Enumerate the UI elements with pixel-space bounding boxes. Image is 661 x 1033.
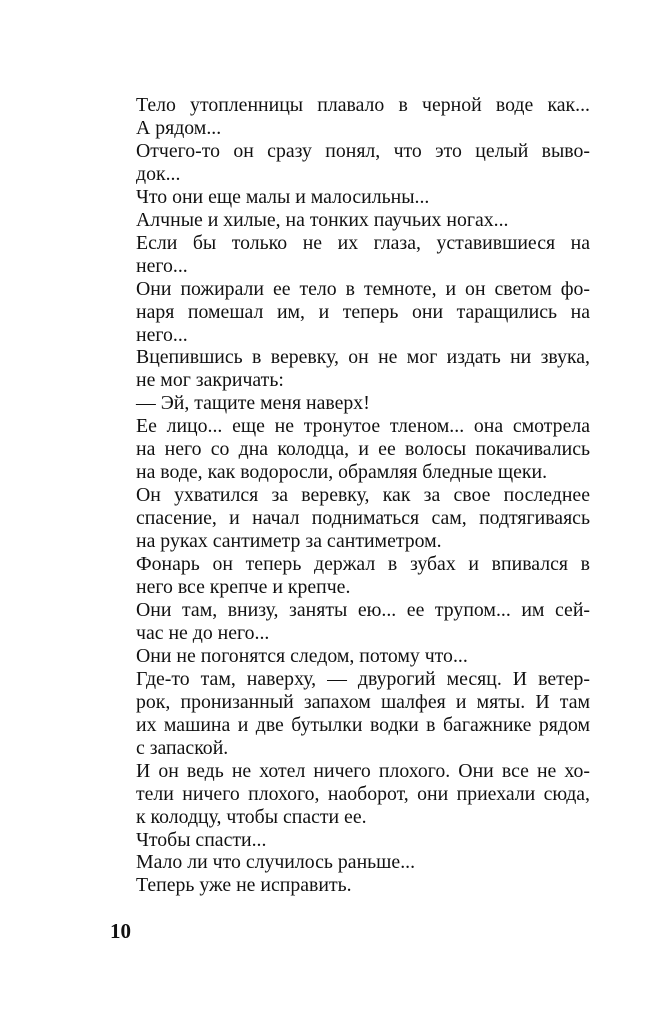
paragraph <box>112 760 590 829</box>
text-line: к колодцу, чтобы спасти ее. <box>136 805 367 828</box>
text-line: Фонарь он теперь держал в зубах и впивался в <box>136 553 590 576</box>
paragraph <box>112 186 590 209</box>
paragraph <box>112 668 590 760</box>
text-line: наря помешал им, и теперь они таращились на <box>136 300 590 323</box>
paragraph <box>112 874 590 897</box>
text-line: док... <box>136 162 181 185</box>
text-line: на воде, как водоросли, обрамляя бледные щеки. <box>136 461 548 484</box>
text-line: него все крепче и крепче. <box>136 576 351 599</box>
text-line: тели ничего плохого, наоборот, они приехали сюда, <box>136 782 590 805</box>
paragraph <box>112 392 590 415</box>
text-line: рок, пронизанный запахом шалфея и мяты. И там <box>136 690 590 713</box>
text-line: Где-то там, наверху, — двурогий месяц. И ветер- <box>136 667 590 690</box>
paragraph <box>112 599 590 645</box>
text-line: Они пожирали ее тело в темноте, и он светом фо- <box>136 277 590 300</box>
text-line: на него со дна колодца, и ее волосы покачивались <box>136 438 590 461</box>
text-line: Они не погонятся следом, потому что... <box>136 644 468 667</box>
text-line: Алчные и хилые, на тонких паучьих ногах... <box>136 208 509 231</box>
text-line: Что они еще малы и малосильны... <box>136 185 430 208</box>
text-line: час не до него... <box>136 621 270 644</box>
body-text <box>112 94 590 897</box>
text-line: Чтобы спасти... <box>136 828 267 851</box>
paragraph <box>112 645 590 668</box>
text-line: Они там, внизу, заняты ею... ее трупом... им сей- <box>136 598 590 621</box>
paragraph <box>112 553 590 599</box>
text-line: их машина и две бутылки водки в багажнике рядом <box>136 713 590 736</box>
page-number: 10 <box>110 919 131 943</box>
paragraph <box>112 415 590 484</box>
text-line: А рядом... <box>136 116 222 139</box>
text-line: Ее лицо... еще не тронутое тленом... она смотрела <box>136 415 590 438</box>
paragraph <box>112 209 590 232</box>
text-line: Если бы только не их глаза, уставившиеся на <box>136 231 590 254</box>
text-line: Вцепившись в веревку, он не мог издать ни звука, <box>136 346 590 369</box>
text-line: него... <box>136 254 188 277</box>
text-line: на руках сантиметр за сантиметром. <box>136 530 442 553</box>
text-line: него... <box>136 323 188 346</box>
text-line: с запаской. <box>136 736 229 759</box>
paragraph <box>112 278 590 347</box>
paragraph <box>112 851 590 874</box>
text-line: Мало ли что случилось раньше... <box>136 851 416 874</box>
paragraph <box>112 346 590 392</box>
text-line: Теперь уже не исправить. <box>136 874 352 897</box>
text-line: Тело утопленницы плавало в черной воде как... <box>136 94 590 116</box>
text-line: И он ведь не хотел ничего плохого. Они все не хо- <box>136 759 590 782</box>
paragraph <box>112 140 590 186</box>
paragraph <box>112 829 590 852</box>
text-line: спасение, и начал подниматься сам, подтягиваясь <box>136 507 590 530</box>
paragraph <box>112 232 590 278</box>
text-line: не мог закричать: <box>136 369 284 392</box>
paragraph <box>112 94 590 140</box>
text-line: Отчего-то он сразу понял, что это целый выво- <box>136 139 590 162</box>
text-line: Он ухватился за веревку, как за свое последнее <box>136 484 590 507</box>
text-line: — Эй, тащите меня наверх! <box>136 392 370 415</box>
paragraph <box>112 484 590 553</box>
